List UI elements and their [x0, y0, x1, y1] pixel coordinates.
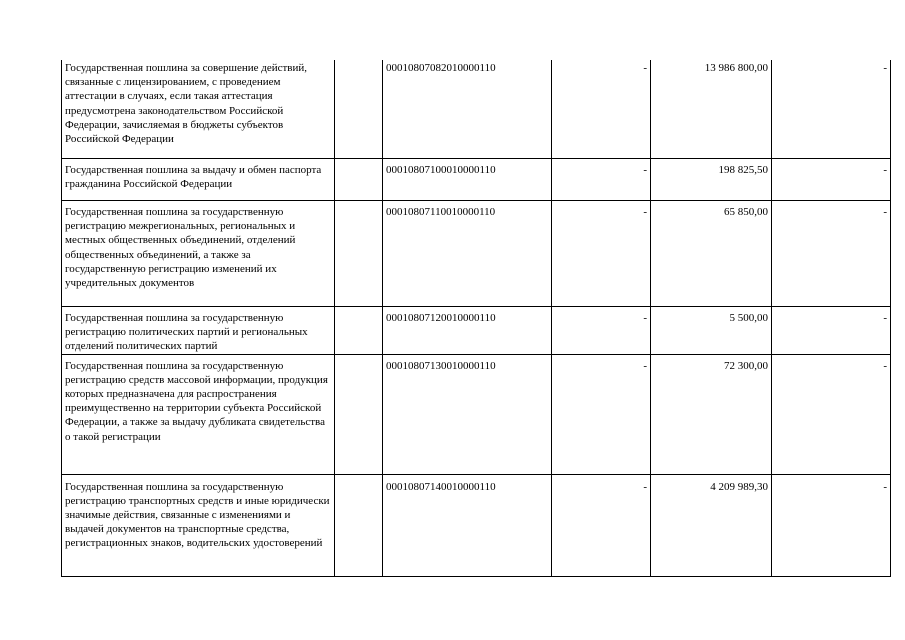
row-code-cell: 00010807100010000110 — [383, 159, 552, 201]
row-col3-cell: - — [552, 474, 651, 576]
row-empty-cell — [335, 474, 383, 576]
row-col5-cell: - — [772, 60, 891, 159]
row-name-cell: Государственная пошлина за государственную регистрацию транспортных средств и иные юридически значимые действия, связанные с изменениями и выдачей документов на транспортные средства, регистрационных знаков, водительских удостоверений — [62, 474, 335, 576]
row-col5-cell: - — [772, 159, 891, 201]
table-row — [62, 201, 891, 307]
row-empty-cell — [335, 354, 383, 474]
row-empty-cell — [335, 159, 383, 201]
table-row — [62, 474, 891, 576]
row-code-cell: 00010807130010000110 — [383, 354, 552, 474]
row-col3-cell: - — [552, 307, 651, 355]
table-row — [62, 354, 891, 474]
row-amount-cell: 72 300,00 — [651, 354, 772, 474]
row-col3-cell: - — [552, 159, 651, 201]
row-name-cell: Государственная пошлина за государственную регистрацию политических партий и региональных отделений политических партий — [62, 307, 335, 355]
row-code-cell: 00010807120010000110 — [383, 307, 552, 355]
row-empty-cell — [335, 60, 383, 159]
table-row — [62, 307, 891, 355]
table-row — [62, 60, 891, 159]
row-code-cell: 00010807082010000110 — [383, 60, 552, 159]
table-row — [62, 159, 891, 201]
revenue-table — [61, 60, 891, 577]
row-name-cell: Государственная пошлина за государственную регистрацию средств массовой информации, продукция которых предназначена для распространения преимущественно на территории субъекта Российской Федерации, а также за выдачу дубликата свидетельства о такой регистрации — [62, 354, 335, 474]
row-amount-cell: 198 825,50 — [651, 159, 772, 201]
row-col5-cell: - — [772, 474, 891, 576]
row-name-cell: Государственная пошлина за совершение действий, связанные с лицензированием, с проведением аттестации в случаях, если такая аттестация предусмотрена законодательством Российской Федерации, зачисляемая в бюджеты субъектов Российской Федерации — [62, 60, 335, 159]
row-amount-cell: 65 850,00 — [651, 201, 772, 307]
row-col5-cell: - — [772, 307, 891, 355]
row-name-cell: Государственная пошлина за государственную регистрацию межрегиональных, региональных и местных общественных объединений, отделений общественных объединений, а также за государственную регистрацию изменений их учредительных документов — [62, 201, 335, 307]
row-empty-cell — [335, 201, 383, 307]
row-code-cell: 00010807110010000110 — [383, 201, 552, 307]
row-empty-cell — [335, 307, 383, 355]
row-amount-cell: 4 209 989,30 — [651, 474, 772, 576]
row-col3-cell: - — [552, 60, 651, 159]
row-col5-cell: - — [772, 354, 891, 474]
row-amount-cell: 5 500,00 — [651, 307, 772, 355]
row-code-cell: 00010807140010000110 — [383, 474, 552, 576]
row-amount-cell: 13 986 800,00 — [651, 60, 772, 159]
row-col5-cell: - — [772, 201, 891, 307]
row-name-cell: Государственная пошлина за выдачу и обмен паспорта гражданина Российской Федерации — [62, 159, 335, 201]
row-col3-cell: - — [552, 201, 651, 307]
row-col3-cell: - — [552, 354, 651, 474]
